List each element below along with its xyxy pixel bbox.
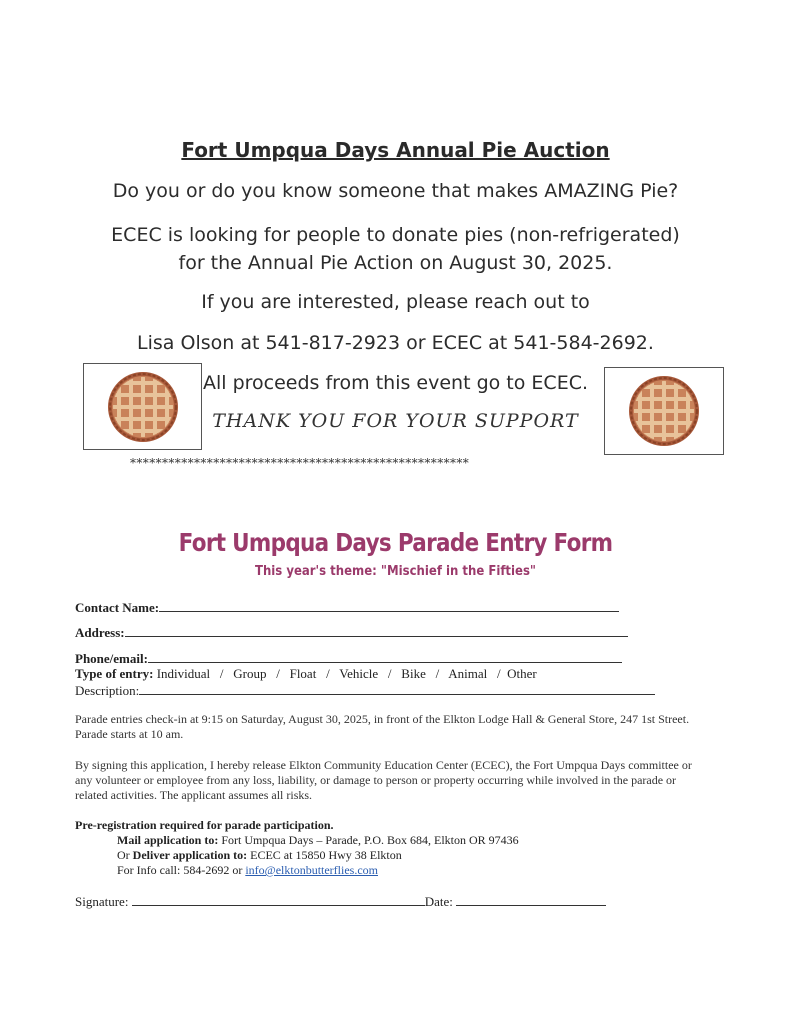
info-line bbox=[117, 863, 378, 878]
info-email-link[interactable]: info@elktonbutterflies.com bbox=[245, 863, 378, 877]
date-label: Date: bbox=[424, 894, 453, 909]
parade-theme: This year's theme: "Mischief in the Fifties" bbox=[254, 564, 537, 579]
signature-line[interactable] bbox=[132, 893, 425, 906]
pie-auction-interest-line: If you are interested, please reach out to bbox=[201, 291, 590, 313]
pie-image-left bbox=[83, 363, 202, 450]
pie-auction-question: Do you or do you know someone that makes AMAZING Pie? bbox=[112, 180, 679, 202]
address-line[interactable] bbox=[125, 624, 628, 637]
contact-name-field[interactable] bbox=[75, 599, 619, 616]
pie-auction-title: Fort Umpqua Days Annual Pie Auction bbox=[181, 138, 610, 162]
prereg-heading-text: Pre-registration required for parade participation. bbox=[75, 818, 334, 832]
description-line[interactable] bbox=[139, 682, 655, 695]
mail-address: Fort Umpqua Days – Parade, P.O. Box 684, Elkton OR 97436 bbox=[221, 833, 519, 847]
release-waiver: By signing this application, I hereby release Elkton Community Education Center (ECEC), the Fort Umpqua Days committee or any volunteer or employee from any loss, liability, or damage to person or property occurring while involved in the parade or related activities. The applicant assumes all risks. bbox=[75, 758, 692, 802]
mail-application-line bbox=[117, 833, 519, 848]
date-line[interactable] bbox=[456, 893, 606, 906]
prereg-heading bbox=[75, 818, 334, 833]
deliver-application-line bbox=[117, 848, 402, 863]
parade-form-title: Fort Umpqua Days Parade Entry Form bbox=[178, 528, 613, 557]
pie-image-right bbox=[604, 367, 724, 455]
description-field[interactable] bbox=[75, 682, 655, 699]
type-of-entry-field[interactable] bbox=[75, 666, 537, 682]
signature-row bbox=[75, 893, 606, 910]
address-field[interactable] bbox=[75, 624, 628, 641]
pie-auction-contact-line: Lisa Olson at 541-817-2923 or ECEC at 541-584-2692. bbox=[137, 332, 654, 354]
description-label: Description: bbox=[75, 683, 140, 698]
info-label: For Info call: 584-2692 or bbox=[117, 863, 243, 877]
pie-auction-date-line: for the Annual Pie Action on August 30, 2025. bbox=[178, 252, 613, 274]
pie-auction-request: ECEC is looking for people to donate pies (non-refrigerated) bbox=[111, 224, 680, 246]
deliver-address: ECEC at 15850 Hwy 38 Elkton bbox=[250, 848, 402, 862]
contact-name-line[interactable] bbox=[159, 599, 619, 612]
pie-icon bbox=[624, 371, 704, 451]
signature-label: Signature: bbox=[75, 894, 129, 909]
deliver-label: Deliver application to: bbox=[132, 848, 248, 862]
mail-label: Mail application to: bbox=[117, 833, 219, 847]
phone-email-field[interactable] bbox=[75, 650, 622, 667]
pie-icon bbox=[103, 367, 183, 447]
phone-email-line[interactable] bbox=[148, 650, 622, 663]
type-of-entry-label: Type of entry: bbox=[75, 666, 154, 681]
checkin-info: Parade entries check-in at 9:15 on Saturday, August 30, 2025, in front of the Elkton Lodge Hall & General Store, 247 1st Street. Parade starts at 10 am. bbox=[75, 712, 690, 741]
pie-auction-proceeds-line: All proceeds from this event go to ECEC. bbox=[202, 372, 589, 394]
type-of-entry-options[interactable]: Individual / Group / Float / Vehicle / Bike / Animal / Other bbox=[156, 666, 537, 681]
star-divider: ***************************************************** bbox=[130, 456, 470, 470]
deliver-prefix: Or bbox=[117, 848, 130, 862]
phone-email-label: Phone/email: bbox=[75, 651, 148, 666]
thank-you-banner: THANK YOU FOR YOUR SUPPORT bbox=[212, 410, 579, 432]
contact-name-label: Contact Name: bbox=[75, 600, 160, 615]
address-label: Address: bbox=[75, 625, 125, 640]
